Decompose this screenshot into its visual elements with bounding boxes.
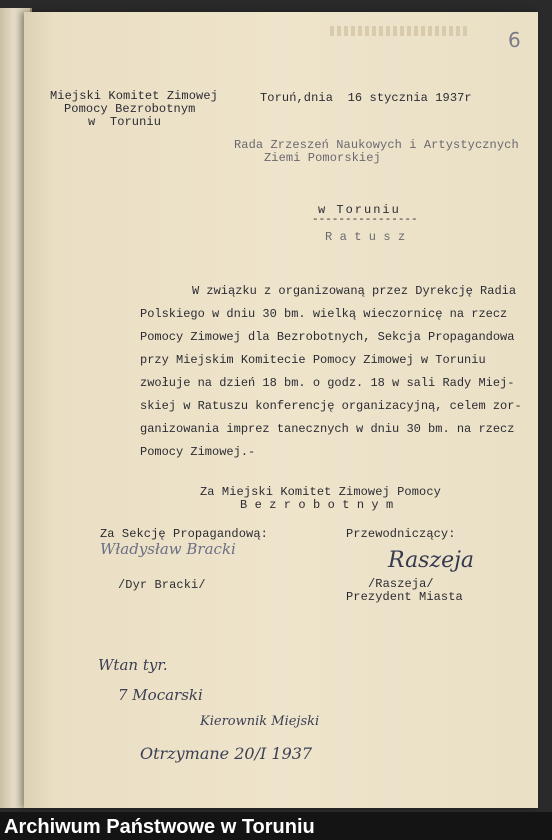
recipient-underline: ----------------	[312, 214, 418, 226]
archive-name: Archiwum Państwowe w Toruniu	[4, 816, 315, 838]
left-signatory-title: Za Sekcję Propagandową:	[100, 527, 268, 541]
body-line: ganizowania imprez tanecznych w dniu 30 bm. na rzecz	[140, 422, 515, 436]
recipient-building: R a t u s z	[325, 230, 406, 244]
body-line: zwołuje na dzień 18 bm. o godz. 18 w sali Rady Miej-	[140, 376, 515, 390]
recipient-city: w Toruniu	[318, 203, 401, 217]
page-number: 6	[508, 28, 521, 52]
recipient-line-2: Ziemi Pomorskiej	[264, 151, 381, 165]
letter-body	[140, 280, 522, 464]
left-signatory-name: /Dyr Bracki/	[118, 578, 206, 592]
sender-line-2: Pomocy Bezrobotnym	[64, 102, 196, 116]
handwritten-note-1: Wtan tyr.	[98, 656, 168, 674]
body-line: Pomocy Zimowej.-	[140, 445, 256, 459]
right-signatory-role: Prezydent Miasta	[346, 590, 463, 604]
archive-footer	[0, 812, 552, 840]
body-line: skiej w Ratuszu konferencję organizacyjną, celem zor-	[140, 399, 522, 413]
right-handwritten-signature: Raszeja	[388, 548, 475, 573]
letter-date: Toruń,dnia 16 stycznia 1937r	[260, 91, 472, 105]
right-signatory-name: /Raszeja/	[368, 577, 434, 591]
closing-line-1: Za Miejski Komitet Zimowej Pomocy	[200, 485, 441, 499]
sender-line-3: w Toruniu	[88, 115, 162, 129]
body-line: Pomocy Zimowej dla Bezrobotnych, Sekcja Propagandowa	[140, 330, 515, 344]
handwritten-note-3: Kierownik Miejski	[200, 714, 320, 729]
body-line: przy Miejskim Komitecie Pomocy Zimowej w Toruniu	[140, 353, 486, 367]
handwritten-note-4: Otrzymane 20/I 1937	[140, 744, 313, 763]
recipient-line-1: Rada Zrzeszeń Naukowych i Artystycznych	[234, 138, 519, 152]
sender-line-1: Miejski Komitet Zimowej	[50, 89, 218, 103]
left-handwritten-signature: Władysław Bracki	[100, 540, 236, 558]
faded-stamp-strip	[330, 26, 470, 36]
handwritten-note-2: 7 Mocarski	[118, 686, 203, 704]
body-line: W związku z organizowaną przez Dyrekcję Radia	[192, 284, 517, 298]
closing-line-2: B e z r o b o t n y m	[240, 498, 394, 512]
body-line: Polskiego w dniu 30 bm. wielką wieczornicę na rzecz	[140, 307, 508, 321]
right-signatory-title: Przewodniczący:	[346, 527, 456, 541]
